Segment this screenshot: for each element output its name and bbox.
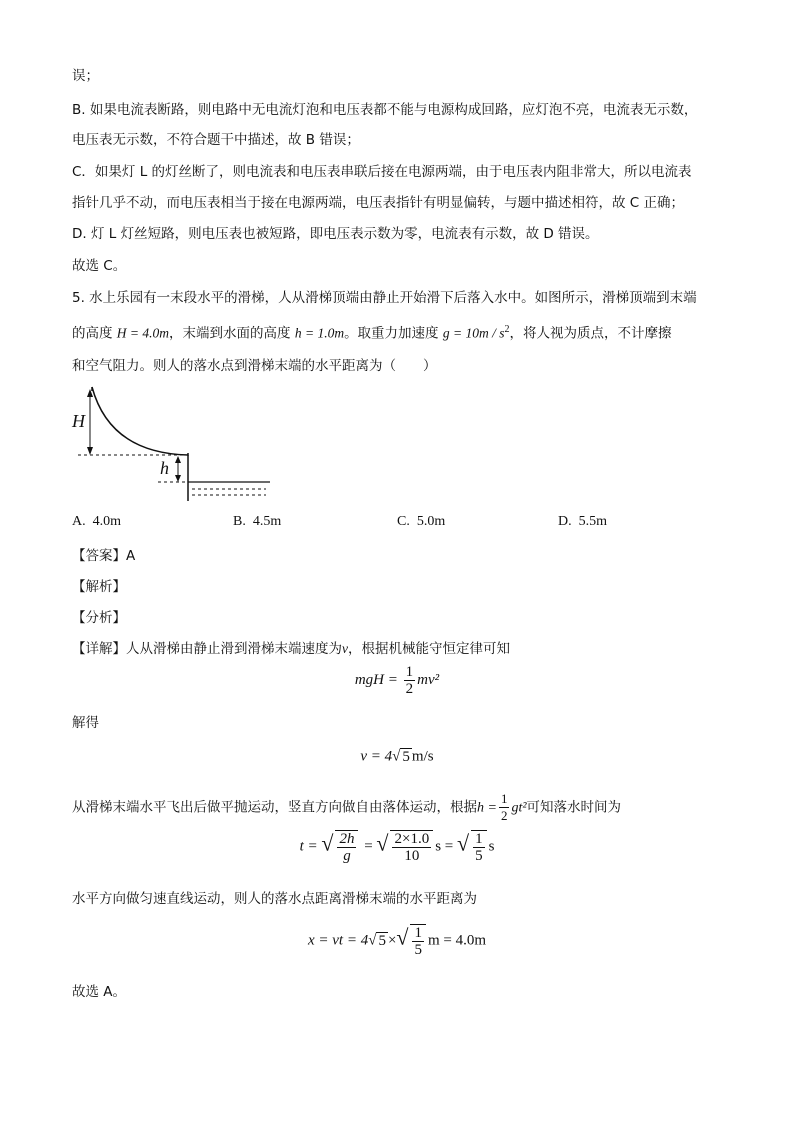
- answer-value: A: [126, 548, 136, 564]
- eq2-unit: m/s: [411, 748, 434, 765]
- detail-line: [72, 639, 510, 659]
- horizontal-line: 水平方向做匀速直线运动，则人的落水点距离滑梯末端的水平距离为: [72, 891, 477, 907]
- detail-text: ，根据机械能守恒定律可知: [348, 641, 510, 657]
- free-fall-text: 可知落水时间为: [526, 799, 622, 816]
- gravity: g = 10m / s: [442, 325, 505, 341]
- equation-velocity: v = 4√ 5 m/s: [360, 748, 434, 765]
- equation-distance: x = vt = 4√ 5 ×√ $\frac{1}{5}$ m = 4.0m: [307, 924, 487, 958]
- free-fall-text: 从滑梯末端水平飞出后做平抛运动，竖直方向做自由落体运动，根据: [72, 799, 477, 816]
- eq3-b-num: 2×1.0: [394, 831, 430, 847]
- eq2-rad: 5: [402, 749, 410, 765]
- line-1: 误；: [72, 68, 99, 84]
- option-a-key: A.: [72, 514, 86, 529]
- eq4-tail: m = 4.0m: [427, 932, 487, 949]
- option-c-key: C.: [397, 514, 410, 529]
- eq4-times: ×: [387, 932, 397, 949]
- free-fall-eq-den: 2: [500, 808, 508, 823]
- question-5-line-1: 5. 水上乐园有一末段水平的滑梯，人从滑梯顶端由静止开始滑下后落入水中。如图所示，滑梯顶端到末端: [72, 290, 697, 306]
- eq4-rad: 5: [378, 933, 386, 949]
- eq3-s2: s: [488, 838, 495, 855]
- detail-label: 【详解】: [72, 641, 126, 657]
- line-4: C．如果灯 L 的灯丝断了，则电流表和电压表串联后接在电源两端，由于电压表内阻非常大，所以电流表: [72, 164, 692, 180]
- jiede-line: 解得: [72, 715, 99, 731]
- eq1-num: 1: [405, 664, 414, 680]
- eq3-c-num: 1: [475, 831, 483, 847]
- eq3-c-den: 5: [475, 848, 483, 864]
- question-5-line-2: 的高度 H = 4.0m，末端到水面的高度 h = 1.0m。取重力加速度 $g = 10m / s^2$，将人视为质点，不计摩擦: [72, 324, 672, 342]
- final-line: 故选 A。: [72, 984, 127, 1000]
- eq3-a-num: 2h: [339, 831, 355, 847]
- eq2-lhs: v = 4: [360, 748, 393, 765]
- figure-label-H: H: [72, 411, 85, 431]
- figure-label-h: h: [160, 458, 169, 478]
- option-d-text: 5.5m: [578, 514, 608, 529]
- answer-line: [72, 546, 135, 566]
- eq3-s1: s =: [435, 838, 454, 855]
- option-d-key: D.: [558, 514, 572, 529]
- free-fall-eq-rhs: gt²: [511, 800, 527, 816]
- question-5-line-3: 和空气阻力。则人的落水点到滑梯末端的水平距离为（ ）: [72, 358, 437, 374]
- option-b-key: B.: [233, 514, 246, 529]
- q5-text: ，末端到水面的高度: [169, 325, 295, 342]
- option-a: [72, 514, 121, 530]
- free-fall-line: [72, 791, 621, 824]
- eq3-a-den: g: [343, 848, 351, 864]
- eq4-lhs: x = vt = 4: [307, 932, 369, 949]
- option-d: [558, 514, 607, 530]
- velocity-symbol: v: [342, 641, 348, 656]
- equation-time: t = √ $\frac{2h}{g}$ = √ $\frac{2\times 1.0}{10}$ s = √ $\frac{1}{5}$ s: [299, 830, 495, 864]
- eq4-f-den: 5: [414, 942, 422, 958]
- eq1-lhs: mgH =: [354, 671, 398, 688]
- option-c: [397, 514, 445, 530]
- detail-text: 人从滑梯由静止滑到滑梯末端速度为: [126, 641, 342, 657]
- option-c-text: 5.0m: [416, 514, 446, 529]
- q5-text: 。取重力加速度: [344, 325, 443, 342]
- slide-figure: [70, 383, 275, 503]
- fenxi-label: 【分析】: [72, 610, 126, 626]
- line-3: 电压表无示数，不符合题干中描述，故 B 错误；: [72, 132, 360, 148]
- option-a-text: 4.0m: [92, 514, 122, 529]
- equation-energy: [0, 664, 794, 697]
- free-fall-eq-lhs: h =: [477, 800, 497, 816]
- height-H: H = 4.0m: [116, 325, 170, 341]
- line-5: 指针几乎不动，而电压表相当于接在电源两端，电压表指针有明显偏转，与题中描述相符，故 C 正确；: [72, 195, 685, 211]
- analysis-label: 【解析】: [72, 579, 126, 595]
- eq3-lhs: t =: [299, 838, 318, 855]
- eq3-eq: =: [364, 838, 373, 855]
- answer-label: 【答案】: [72, 548, 126, 564]
- option-b: [233, 514, 281, 530]
- eq3-b-den: 10: [404, 848, 420, 864]
- line-2: B. 如果电流表断路，则电路中无电流灯泡和电压表都不能与电源构成回路，应灯泡不亮，电流表无示数，: [72, 102, 698, 118]
- eq4-f-num: 1: [414, 925, 422, 941]
- height-h: h = 1.0m: [294, 325, 345, 341]
- option-b-text: 4.5m: [252, 514, 282, 529]
- eq1-rhs: mv²: [417, 671, 440, 688]
- line-6: D. 灯 L 灯丝短路，则电压表也被短路，即电压表示数为零，电流表有示数，故 D 错误。: [72, 226, 599, 242]
- q5-text: ，将人视为质点，不计摩擦: [509, 325, 672, 342]
- q5-text: 的高度: [72, 325, 117, 342]
- free-fall-eq-num: 1: [500, 791, 508, 806]
- line-7: 故选 C。: [72, 258, 127, 274]
- eq1-den: 2: [405, 681, 414, 697]
